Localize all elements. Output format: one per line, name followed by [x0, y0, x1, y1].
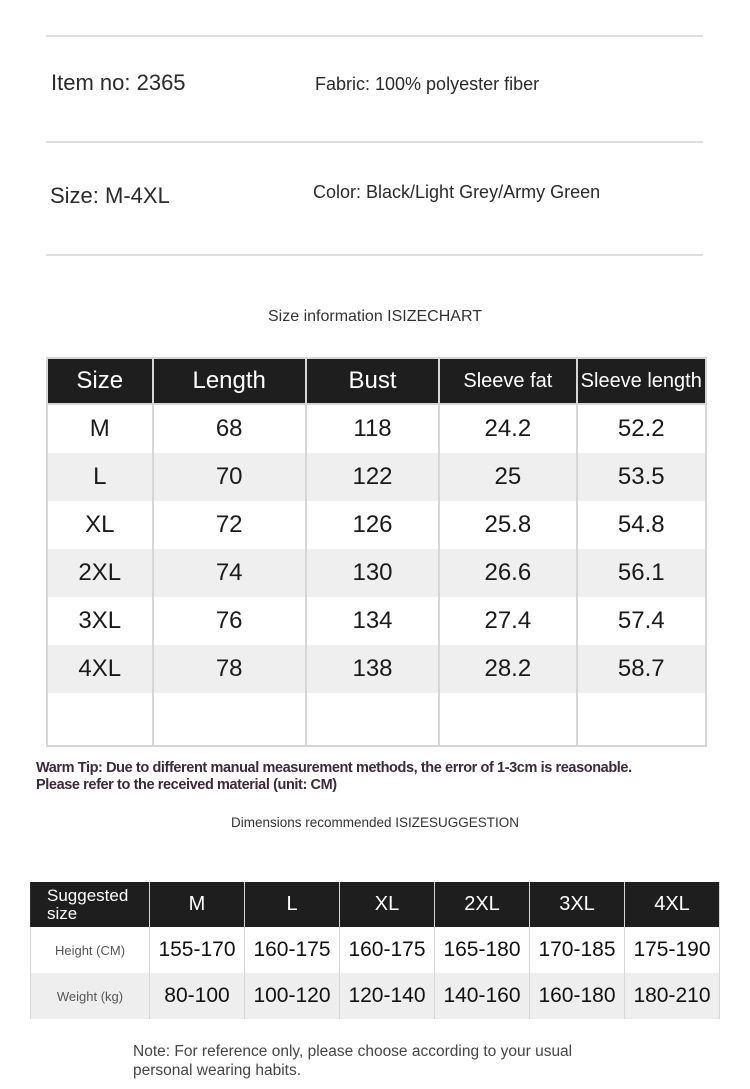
- fabric-info: Fabric: 100% polyester fiber: [315, 74, 540, 94]
- color-info: Color: Black/Light Grey/Army Green: [313, 182, 601, 202]
- cell-sleeve-length: 52.2: [577, 404, 706, 453]
- cell-length: 68: [153, 404, 306, 453]
- size-suggestion-table: [30, 882, 720, 1019]
- cell-bust: 134: [306, 597, 439, 645]
- cell-empty: [47, 693, 153, 746]
- cell-length: 70: [153, 453, 306, 501]
- cell-bust: 130: [306, 549, 439, 597]
- header-sleeve-length: Sleeve length: [577, 358, 706, 404]
- warm-tip: Warm Tip: Due to different manual measurement methods, the error of 1-3cm is reasonable. Please refer to the received material (unit: CM): [36, 760, 632, 793]
- header-m: M: [150, 882, 245, 927]
- header-2xl: 2XL: [435, 882, 530, 927]
- divider-middle: [46, 141, 703, 143]
- cell-empty: [153, 693, 306, 746]
- cell-height: 155-170: [150, 927, 245, 973]
- height-row: [31, 927, 720, 973]
- cell-length: 72: [153, 501, 306, 549]
- cell-sleeve-length: 57.4: [577, 597, 706, 645]
- cell-sleeve-length: 56.1: [577, 549, 706, 597]
- size-chart-title: Size information ISIZECHART: [268, 308, 482, 325]
- table-row: [47, 453, 706, 501]
- size-chart-table: [46, 357, 707, 747]
- table-row: [47, 549, 706, 597]
- cell-size: XL: [47, 501, 153, 549]
- cell-length: 76: [153, 597, 306, 645]
- cell-weight: 100-120: [245, 973, 340, 1019]
- size-chart-header-row: [47, 358, 706, 404]
- table-row-empty: [47, 693, 706, 746]
- header-sleeve-fat: Sleeve fat: [439, 358, 576, 404]
- cell-bust: 118: [306, 404, 439, 453]
- cell-size: 3XL: [47, 597, 153, 645]
- cell-sleeve-fat: 25.8: [439, 501, 576, 549]
- cell-empty: [439, 693, 576, 746]
- cell-weight: 80-100: [150, 973, 245, 1019]
- header-xl: XL: [340, 882, 435, 927]
- cell-sleeve-fat: 26.6: [439, 549, 576, 597]
- cell-size: 2XL: [47, 549, 153, 597]
- cell-bust: 126: [306, 501, 439, 549]
- header-suggested-size: Suggested size: [31, 882, 150, 927]
- cell-length: 74: [153, 549, 306, 597]
- cell-height: 175-190: [625, 927, 720, 973]
- cell-empty: [306, 693, 439, 746]
- cell-length: 78: [153, 645, 306, 693]
- cell-sleeve-fat: 24.2: [439, 404, 576, 453]
- cell-sleeve-fat: 28.2: [439, 645, 576, 693]
- divider-bottom: [46, 254, 703, 256]
- cell-height: 165-180: [435, 927, 530, 973]
- cell-sleeve-length: 53.5: [577, 453, 706, 501]
- cell-bust: 138: [306, 645, 439, 693]
- header-size: Size: [47, 358, 153, 404]
- cell-weight: 160-180: [530, 973, 625, 1019]
- size-range: Size: M-4XL: [50, 183, 170, 208]
- cell-height: 170-185: [530, 927, 625, 973]
- item-number: Item no: 2365: [51, 70, 186, 95]
- weight-row: [31, 973, 720, 1019]
- header-4xl: 4XL: [625, 882, 720, 927]
- cell-sleeve-fat: 25: [439, 453, 576, 501]
- cell-sleeve-length: 58.7: [577, 645, 706, 693]
- reference-note: Note: For reference only, please choose according to your usual personal wearing habits.: [133, 1043, 573, 1079]
- cell-sleeve-fat: 27.4: [439, 597, 576, 645]
- cell-height: 160-175: [340, 927, 435, 973]
- cell-size: M: [47, 404, 153, 453]
- cell-weight: 120-140: [340, 973, 435, 1019]
- suggestion-title: Dimensions recommended ISIZESUGGESTION: [230, 815, 520, 830]
- table-row: [47, 597, 706, 645]
- table-row: [47, 404, 706, 453]
- cell-sleeve-length: 54.8: [577, 501, 706, 549]
- header-bust: Bust: [306, 358, 439, 404]
- table-row: [47, 501, 706, 549]
- cell-size: L: [47, 453, 153, 501]
- cell-bust: 122: [306, 453, 439, 501]
- cell-empty: [577, 693, 706, 746]
- cell-size: 4XL: [47, 645, 153, 693]
- cell-height: 160-175: [245, 927, 340, 973]
- divider-top: [46, 35, 703, 37]
- row-label-height: Height (CM): [31, 927, 150, 973]
- cell-weight: 180-210: [625, 973, 720, 1019]
- table-row: [47, 645, 706, 693]
- row-label-weight: Weight (kg): [31, 973, 150, 1019]
- header-length: Length: [153, 358, 306, 404]
- header-3xl: 3XL: [530, 882, 625, 927]
- header-l: L: [245, 882, 340, 927]
- cell-weight: 140-160: [435, 973, 530, 1019]
- suggestion-header-row: [31, 882, 720, 927]
